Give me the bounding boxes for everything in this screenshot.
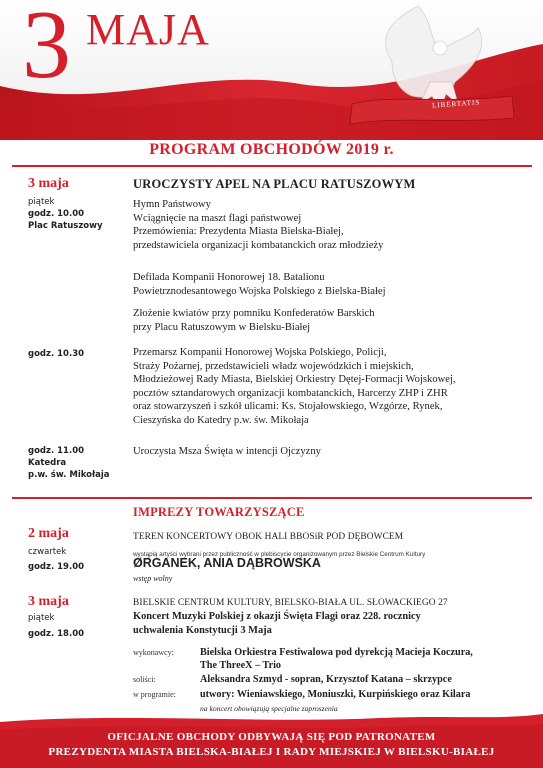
program-line: Przemarsz Kompanii Honorowej Wojska Polskiego, Policji, — [133, 347, 387, 358]
place-label: Plac Ratuszowy — [28, 221, 103, 231]
place-label: p.w. św. Mikołaja — [28, 470, 110, 480]
program-block-4 — [133, 346, 533, 428]
program-line: Wciągnięcie na maszt flagi państwowej — [133, 212, 302, 224]
flag-wave-background — [0, 0, 543, 140]
heading-word: MAJA — [86, 5, 210, 54]
program-line: Defilada Kompanii Honorowej 18. Batalionu — [133, 272, 325, 283]
divider — [12, 497, 532, 499]
program-line: Straży Pożarnej, przedstawicieli władz wojewódzkich i miejskich, — [133, 360, 414, 372]
soloists-label: soliści: — [133, 675, 156, 684]
invitation-note: na koncert obowiązują specjalne zaproszenia — [200, 704, 338, 713]
program-line: Powietrznodesantowego Wojska Polskiego z Bielska-Białej — [133, 285, 386, 297]
program-line: oraz stowarzyszeń i szkół ulicami: Ks. Stojałowskiego, Wzgórze, Rynek, — [133, 401, 443, 413]
program-line: Uroczysta Msza Święta w intencji Ojczyzny — [133, 446, 321, 457]
artists: ØRGANEK, ANIA DĄBROWSKA — [133, 556, 321, 570]
time-block — [28, 546, 84, 573]
venue: TEREN KONCERTOWY OBOK HALI BBOSiR POD DĘBOWCEM — [133, 532, 404, 542]
day-label: czwartek — [28, 547, 67, 557]
program-label: w programie: — [133, 690, 176, 699]
program-line: pocztów sztandarowych organizacji kombatanckich, Harcerzy ZHP i ZHR — [133, 387, 448, 399]
header — [0, 0, 543, 140]
program-line: Młodzieżowej Rady Miasta, Bielskiej Orkiestry Dętej-Formacji Wojskowej, — [133, 374, 456, 386]
time-label: godz. 18.00 — [28, 629, 85, 639]
program-line: przedstawiciela organizacji kombatanckich oraz młodzieży — [133, 239, 384, 251]
section-title: IMPREZY TOWARZYSZĄCE — [133, 505, 305, 519]
footer-line-1: OFICJALNE OBCHODY ODBYWAJĄ SIĘ POD PATRONATEM — [107, 731, 436, 743]
section-title: UROCZYSTY APEL NA PLACU RATUSZOWYM — [133, 177, 416, 191]
program-line: przy Placu Ratuszowym w Bielsku-Białej — [133, 321, 311, 333]
program-line: Hymn Państwowy — [133, 199, 211, 210]
program-block-2 — [133, 271, 533, 298]
program-line: Złożenie kwiatów przy pomniku Konfederatów Barskich — [133, 308, 375, 319]
time-label: godz. 10.00 — [28, 209, 85, 219]
program-block-3 — [133, 307, 533, 334]
date-label: 3 maja — [28, 176, 69, 191]
footer-line-2: PREZYDENTA MIASTA BIELSKA-BIAŁEJ I RADY MIEJSKIEJ W BIELSKU-BIAŁEJ — [48, 746, 495, 758]
program-works: utwory: Wieniawskiego, Moniuszki, Kurpińskiego oraz Kilara — [200, 689, 471, 700]
performers — [200, 646, 533, 672]
performers-label: wykonawcy: — [133, 648, 174, 657]
program-line: Cieszyńska do Katedry p.w. św. Mikołaja — [133, 414, 309, 426]
concert-title — [133, 610, 533, 637]
footer — [0, 712, 543, 768]
time-label: godz. 10.30 — [28, 349, 85, 359]
venue: BIELSKIE CENTRUM KULTURY, BIELSKO-BIAŁA UL. SŁOWACKIEGO 27 — [133, 598, 448, 608]
program-block-1 — [133, 198, 533, 252]
heading-number: 3 — [22, 0, 71, 99]
date-label: 3 maja — [28, 594, 69, 609]
performers-line: Bielska Orkiestra Festiwalowa pod dyrekcją Macieja Koczura, — [200, 647, 473, 658]
program-title: PROGRAM OBCHODÓW 2019 r. — [149, 141, 394, 158]
time-place-block — [28, 196, 103, 232]
date-label: 2 maja — [28, 526, 69, 541]
soloists: Aleksandra Szmyd - sopran, Krzysztof Katana – skrzypce — [200, 674, 452, 685]
time-block — [28, 612, 84, 640]
day-label: piątek — [28, 197, 55, 207]
day-label: piątek — [28, 613, 55, 623]
time-label: godz. 19.00 — [28, 562, 85, 572]
concert-title-line: Koncert Muzyki Polskiej z okazji Święta Flagi oraz 228. rocznicy — [133, 611, 421, 622]
concert-title-line: uchwalenia Konstytucji 3 Maja — [133, 624, 272, 636]
performers-line: The ThreeX – Trio — [200, 660, 282, 671]
program-line: Przemówienia: Prezydenta Miasta Bielska-Białej, — [133, 226, 344, 238]
emblem-banner-text: LIBERTATIS — [431, 98, 481, 110]
place-label: Katedra — [28, 458, 67, 468]
divider — [12, 165, 532, 167]
time-label: godz. 11.00 — [28, 446, 85, 456]
entry-info: wstęp wolny — [133, 574, 173, 583]
note: wystąpią artyści wybrani przez publiczność w plebiscycie organizowanym przez Bielskie Centrum Kultury — [133, 551, 426, 558]
time-place-block — [28, 445, 110, 481]
